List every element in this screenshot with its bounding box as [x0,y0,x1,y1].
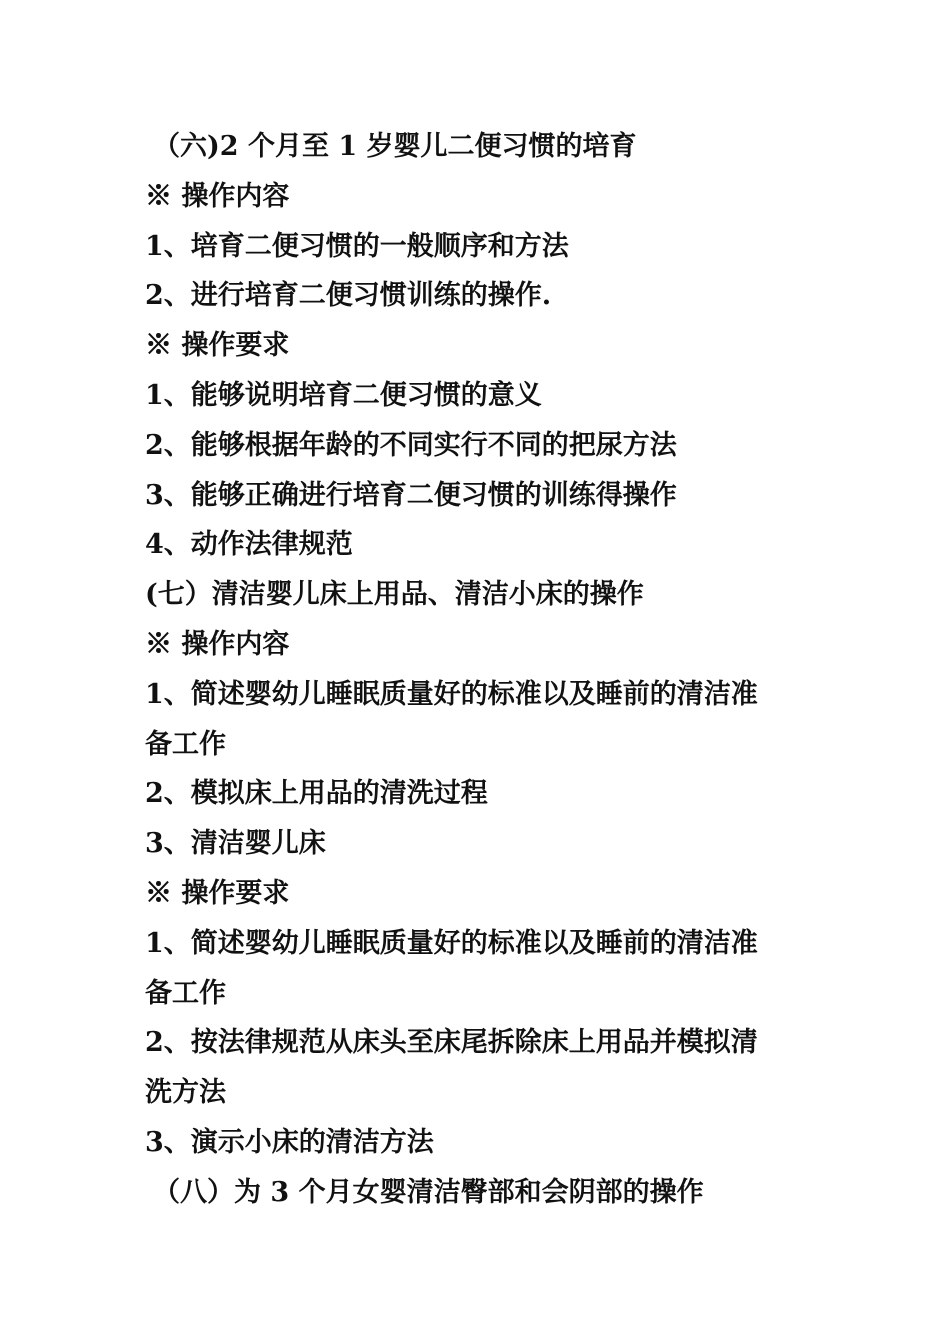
subheading-operation-requirements: ※ 操作要求 [145,877,290,909]
list-item: 4、动作法律规范 [145,529,353,561]
list-item: 2、能够根据年龄的不同实行不同的把尿方法 [145,429,677,461]
section-heading-6: （六)2 个月至 1 岁婴儿二便习惯的培育 [153,131,637,162]
list-item: 3、演示小床的清洁方法 [145,1126,434,1158]
list-item: 3、清洁婴儿床 [145,828,326,860]
list-item: 2、模拟床上用品的清洗过程 [145,778,488,810]
list-item: 2、进行培育二便习惯训练的操作. [145,280,552,312]
list-item-continuation: 备工作 [145,728,226,760]
list-item: 1、能够说明培育二便习惯的意义 [145,379,542,411]
list-item: 2、按法律规范从床头至床尾拆除床上用品并模拟清 [145,1027,758,1059]
list-item-continuation: 洗方法 [145,1077,226,1109]
section-heading-7: (七）清洁婴儿床上用品、清洁小床的操作 [145,579,644,611]
list-item: 3、能够正确进行培育二便习惯的训练得操作 [145,479,677,511]
subheading-operation-content: ※ 操作内容 [145,628,290,660]
list-item: 1、简述婴幼儿睡眠质量好的标准以及睡前的清洁准 [145,927,758,959]
list-item: 1、培育二便习惯的一般顺序和方法 [145,230,569,262]
list-item: 1、简述婴幼儿睡眠质量好的标准以及睡前的清洁准 [145,678,758,710]
list-item-continuation: 备工作 [145,977,226,1009]
section-heading-8: （八）为 3 个月女婴清洁臀部和会阴部的操作 [153,1176,704,1208]
subheading-operation-requirements: ※ 操作要求 [145,330,290,362]
document-page [145,122,825,1218]
subheading-operation-content: ※ 操作内容 [145,180,290,212]
